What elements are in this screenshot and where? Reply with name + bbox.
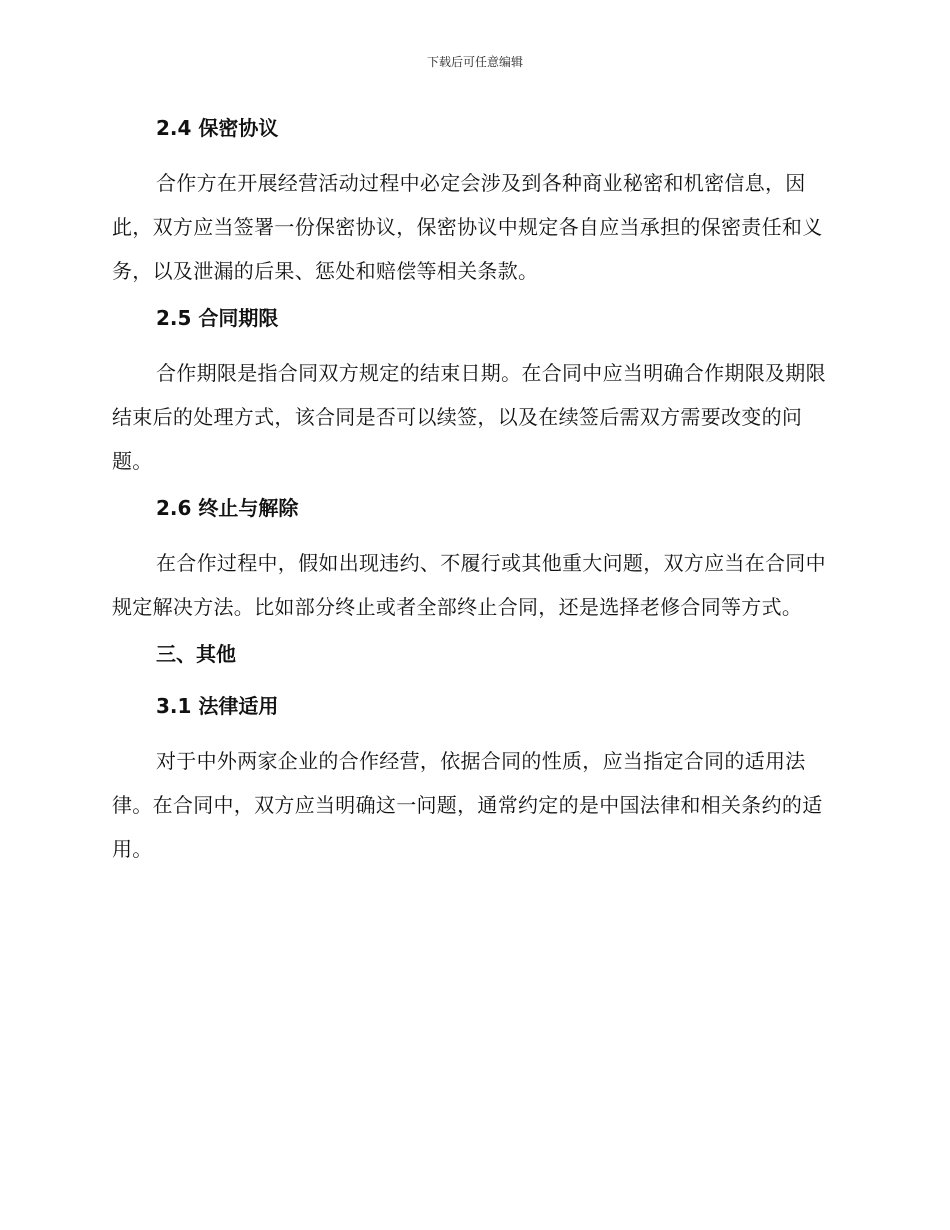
- section-heading-contract-term: 2.5 合同期限: [156, 306, 279, 330]
- page-header: 下载后可任意编辑: [426, 55, 523, 69]
- section-heading-confidentiality: 2.4 保密协议: [156, 116, 279, 140]
- section-paragraph-contract-term: 合作期限是指合同双方规定的结束日期。在合同中应当明确合作期限及期限结束后的处理方式，该合同是否可以续签，以及在续签后需双方需要改变的问题。: [112, 361, 826, 473]
- document-body: [112, 111, 832, 871]
- section-paragraph-applicable-law: 对于中外两家企业的合作经营，依据合同的性质，应当指定合同的适用法律。在合同中，双方应当明确这一问题，通常约定的是中国法律和相关条约的适用。: [112, 749, 823, 861]
- section-paragraph-termination: 在合作过程中，假如出现违约、不履行或其他重大问题，双方应当在合同中规定解决方法。比如部分终止或者全部终止合同，还是选择老修合同等方式。: [112, 551, 826, 619]
- section-heading-other: 三、其他: [156, 642, 236, 666]
- section-heading-applicable-law: 3.1 法律适用: [156, 694, 279, 718]
- section-paragraph-confidentiality: 合作方在开展经营活动过程中必定会涉及到各种商业秘密和机密信息，因此，双方应当签署一份保密协议，保密协议中规定各自应当承担的保密责任和义务，以及泄漏的后果、惩处和赔偿等相关条款。: [112, 171, 823, 283]
- section-heading-termination: 2.6 终止与解除: [156, 496, 299, 520]
